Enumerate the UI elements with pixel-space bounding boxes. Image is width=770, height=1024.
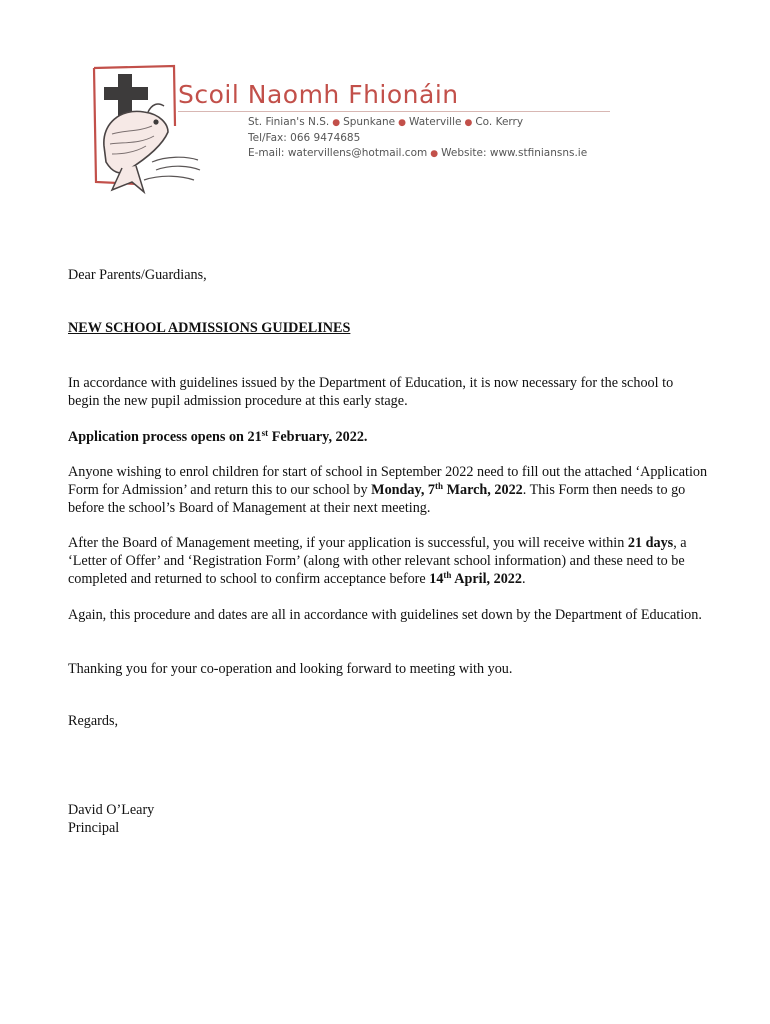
- paragraph-board-meeting: After the Board of Management meeting, if your application is successful, you will receive within 21 days, a ‘Letter of Offer’ and ‘Registration Form’ (along with other relevant school information) and these need to be completed and returned to school to confirm acceptance before 14th April, 2022.: [68, 535, 687, 587]
- signatory-title: Principal: [68, 820, 120, 836]
- phone-label: Tel/Fax:: [248, 132, 287, 144]
- letterhead: [82, 60, 622, 200]
- paragraph-guidelines: Again, this procedure and dates are all in accordance with guidelines set down by the Department of Education.: [68, 607, 702, 623]
- signatory-name: David O’Leary: [68, 802, 155, 818]
- bullet-icon: ●: [464, 118, 473, 128]
- address-town: Waterville: [409, 116, 462, 128]
- bullet-icon: ●: [430, 149, 439, 159]
- paragraph-thanks: Thanking you for your co-operation and looking forward to meeting with you.: [68, 661, 513, 677]
- phone-line: [248, 131, 587, 146]
- bullet-icon: ●: [332, 118, 341, 128]
- letter-heading: NEW SCHOOL ADMISSIONS GUIDELINES: [68, 320, 351, 336]
- closing: Regards,: [68, 713, 119, 729]
- school-name: Scoil Naomh Fhionáin: [178, 80, 459, 109]
- address-townland: Spunkane: [343, 116, 396, 128]
- letterhead-divider: [178, 111, 610, 112]
- letterhead-contact: [248, 115, 587, 162]
- bullet-icon: ●: [398, 118, 407, 128]
- paragraph-intro: In accordance with guidelines issued by the Department of Education, it is now necessary for the school to begin the new pupil admission procedure at this early stage.: [68, 375, 674, 409]
- email-website-line: [248, 146, 587, 162]
- website-url: www.stfiniansns.ie: [489, 147, 588, 159]
- salutation: Dear Parents/Guardians,: [68, 267, 207, 283]
- address-school: St. Finian's N.S.: [248, 116, 330, 128]
- email-address: watervillens@hotmail.com: [287, 147, 428, 159]
- address-line: [248, 115, 587, 131]
- paragraph-opening-date: Application process opens on 21st February, 2022.: [68, 428, 368, 445]
- website-label: Website:: [441, 147, 487, 159]
- paragraph-application-form: Anyone wishing to enrol children for start of school in September 2022 need to fill out the attached ‘Application Form for Admission’ and return this to our school by Monday, 7th March, 2022. This Form then needs to go before the school’s Board of Management at their next meeting.: [68, 464, 708, 516]
- email-label: E-mail:: [248, 147, 285, 159]
- phone-number: 066 9474685: [290, 132, 361, 144]
- address-county: Co. Kerry: [475, 116, 524, 128]
